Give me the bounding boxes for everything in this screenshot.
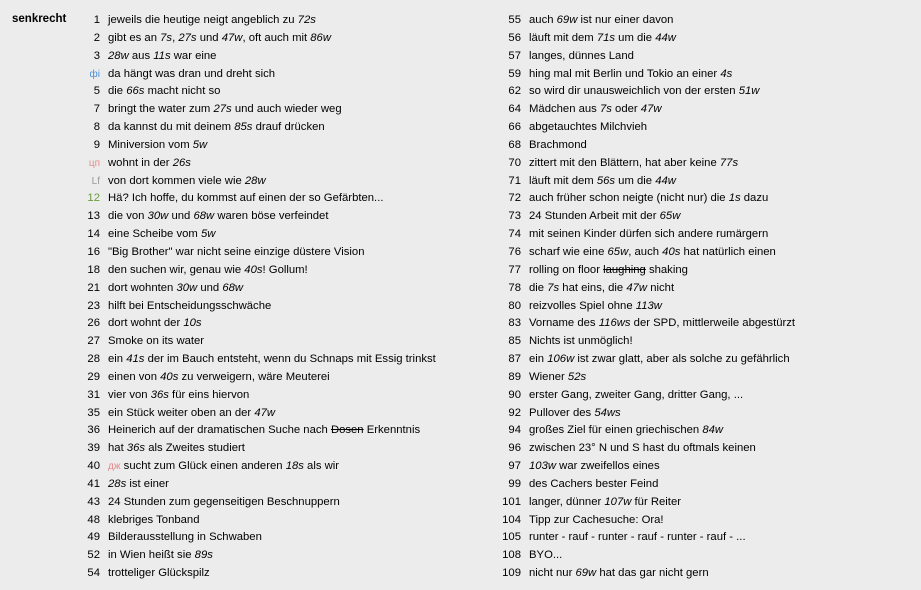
clue-number: 77 — [508, 263, 521, 276]
clue-number: 14 — [87, 228, 100, 241]
clue-row — [76, 387, 496, 405]
clue-text: jeweils die heutige neigt angeblich zu 72s — [108, 14, 316, 26]
clue-number: 55 — [508, 14, 521, 26]
clue-text: ein Stück weiter oben an der 47w — [108, 406, 276, 419]
clue-row — [497, 494, 917, 512]
clue-text: 103w war zweifellos eines — [529, 460, 660, 473]
clue-number: 57 — [508, 49, 521, 62]
clue-row — [497, 547, 917, 565]
clue-number: 21 — [87, 281, 100, 294]
clue-number: 48 — [87, 513, 100, 526]
clue-text: läuft mit dem 71s um die 44w — [529, 31, 676, 44]
clue-text: Pullover des 54ws — [529, 406, 621, 419]
clue-number: Lf — [91, 175, 100, 187]
clue-number: 43 — [87, 495, 100, 508]
clue-number: 78 — [508, 281, 521, 294]
clue-text: erster Gang, zweiter Gang, dritter Gang, ... — [529, 388, 744, 401]
clue-text: дж sucht zum Glück einen anderen 18s als wir — [108, 460, 340, 473]
clue-row — [497, 529, 917, 547]
clue-row — [497, 226, 917, 244]
clue-number: 39 — [87, 442, 100, 455]
clue-number: 5 — [93, 85, 100, 98]
clue-row — [497, 101, 917, 119]
clue-text: 28s ist einer — [108, 477, 169, 490]
clue-number: 41 — [87, 477, 100, 490]
clue-number: 1 — [93, 14, 100, 26]
clue-number: 80 — [508, 299, 521, 312]
clue-row — [497, 83, 917, 101]
clue-row — [76, 529, 496, 547]
clue-text: wohnt in der 26s — [108, 156, 191, 169]
clue-text: in Wien heißt sie 89s — [108, 549, 213, 562]
clue-list-right — [497, 12, 917, 583]
clue-text: den suchen wir, genau wie 40s! Gollum! — [108, 263, 308, 276]
clue-number: 85 — [508, 335, 521, 348]
clue-row — [497, 476, 917, 494]
clue-row — [497, 262, 917, 280]
clue-number: 31 — [87, 388, 100, 401]
clue-number: 12 — [87, 192, 100, 205]
clue-text: auch früher schon neigte (nicht nur) die 1s dazu — [529, 192, 769, 205]
clue-row — [76, 512, 496, 530]
clue-row — [76, 101, 496, 119]
clue-row — [497, 173, 917, 191]
clue-text: hing mal mit Berlin und Tokio an einer 4s — [529, 67, 733, 80]
clue-number: 18 — [87, 263, 100, 276]
clue-row — [497, 208, 917, 226]
clue-number: 27 — [87, 335, 100, 348]
clue-number: 56 — [508, 31, 521, 44]
clue-row — [497, 351, 917, 369]
clue-row — [497, 512, 917, 530]
clue-text: Brachmond — [529, 138, 587, 151]
clue-text: eine Scheibe vom 5w — [108, 228, 216, 241]
clue-row — [497, 66, 917, 84]
clue-row — [497, 190, 917, 208]
clue-text: langer, dünner 107w für Reiter — [529, 495, 681, 508]
clue-row — [76, 83, 496, 101]
clue-row — [497, 440, 917, 458]
clue-text: Hä? Ich hoffe, du kommst auf einen der so Gefärbten... — [108, 192, 384, 205]
clue-text: läuft mit dem 56s um die 44w — [529, 174, 676, 187]
clue-row — [497, 422, 917, 440]
clue-row — [76, 119, 496, 137]
clue-row — [497, 280, 917, 298]
clue-row — [76, 565, 496, 583]
clue-text: 24 Stunden zum gegenseitigen Beschnuppern — [108, 495, 340, 508]
clue-row — [76, 351, 496, 369]
clue-number: 73 — [508, 210, 521, 223]
clue-number: 13 — [87, 210, 100, 223]
clue-row — [76, 30, 496, 48]
clue-text: BYO... — [529, 549, 563, 562]
clue-number: 66 — [508, 121, 521, 134]
clue-number: 62 — [508, 85, 521, 98]
clue-text: hilft bei Entscheidungsschwäche — [108, 299, 272, 312]
clue-row — [497, 565, 917, 583]
clue-row — [497, 315, 917, 333]
clue-number: 7 — [93, 103, 100, 116]
clue-row — [76, 155, 496, 173]
clue-row — [497, 298, 917, 316]
clue-row — [76, 494, 496, 512]
clue-number: 94 — [508, 424, 521, 437]
clue-number: фі — [89, 68, 100, 80]
clue-number: 40 — [87, 460, 100, 473]
clue-row — [497, 119, 917, 137]
clue-row — [497, 155, 917, 173]
clue-text: rolling on floor laughing shaking — [529, 263, 688, 276]
clue-row — [497, 369, 917, 387]
clue-text: runter - rauf - runter - rauf - runter - rauf - ... — [529, 531, 746, 544]
clue-number: 36 — [87, 424, 100, 437]
clue-text: "Big Brother" war nicht seine einzige düstere Vision — [108, 245, 365, 258]
clue-row — [76, 12, 496, 30]
clue-row — [497, 458, 917, 476]
clue-row — [76, 422, 496, 440]
clue-number: 59 — [508, 67, 521, 80]
clue-number: 9 — [93, 138, 100, 151]
clue-number: 99 — [508, 477, 521, 490]
clue-number: 74 — [508, 228, 521, 241]
clue-text: zwischen 23° N und S hast du oftmals keinen — [529, 442, 756, 455]
clue-text: Mädchen aus 7s oder 47w — [529, 103, 662, 116]
clue-number: 70 — [508, 156, 521, 169]
clue-text: einen von 40s zu verweigern, wäre Meuterei — [108, 370, 330, 383]
clue-row — [497, 333, 917, 351]
clue-text: klebriges Tonband — [108, 513, 200, 526]
clue-number: 96 — [508, 442, 521, 455]
clue-number: 71 — [508, 174, 521, 187]
clue-row — [497, 30, 917, 48]
clue-text: mit seinen Kinder dürfen sich andere rumärgern — [529, 228, 769, 241]
clue-text: auch 69w ist nur einer davon — [529, 14, 674, 26]
clue-text: langes, dünnes Land — [529, 49, 634, 62]
clue-number: 8 — [93, 121, 100, 134]
clue-row — [76, 547, 496, 565]
section-heading: senkrecht — [12, 13, 67, 25]
clue-text: dort wohnten 30w und 68w — [108, 281, 244, 294]
clue-row — [76, 440, 496, 458]
clue-text: Heinerich auf der dramatischen Suche nach Dosen Erkenntnis — [108, 424, 421, 437]
clue-number: 105 — [502, 531, 521, 544]
clue-row — [497, 244, 917, 262]
clue-number: 92 — [508, 406, 521, 419]
clue-number: 97 — [508, 460, 521, 473]
clue-text: 24 Stunden Arbeit mit der 65w — [529, 210, 681, 223]
clue-text: Nichts ist unmöglich! — [529, 335, 633, 348]
clue-text: dort wohnt der 10s — [108, 317, 202, 330]
clue-text: vier von 36s für eins hiervon — [108, 388, 250, 401]
clue-number: 68 — [508, 138, 521, 151]
clue-number: 64 — [508, 103, 521, 116]
clue-text: die 66s macht nicht so — [108, 85, 221, 98]
clue-row — [76, 137, 496, 155]
clue-row — [497, 387, 917, 405]
clue-number: 16 — [87, 245, 100, 258]
clue-text: trotteliger Glückspilz — [108, 567, 210, 580]
clue-number: 54 — [87, 567, 100, 580]
clue-row — [76, 48, 496, 66]
clue-text: 28w aus 11s war eine — [108, 49, 217, 62]
clue-text: ein 41s der im Bauch entsteht, wenn du Schnaps mit Essig trinkst — [108, 353, 436, 366]
clue-row — [76, 190, 496, 208]
clue-number: 89 — [508, 370, 521, 383]
clue-number: 52 — [87, 549, 100, 562]
clue-row — [76, 173, 496, 191]
clue-text: Tipp zur Cachesuche: Ora! — [529, 513, 664, 526]
clue-number: 72 — [508, 192, 521, 205]
clue-text: scharf wie eine 65w, auch 40s hat natürlich einen — [529, 245, 776, 258]
clue-number: 35 — [87, 406, 100, 419]
clue-text: zittert mit den Blättern, hat aber keine 77s — [529, 156, 739, 169]
clue-row — [76, 405, 496, 423]
clue-number: 23 — [87, 299, 100, 312]
clue-number: 104 — [502, 513, 521, 526]
clue-number: 76 — [508, 245, 521, 258]
clue-number: 109 — [502, 567, 521, 580]
clue-row — [76, 66, 496, 84]
clue-text: da kannst du mit deinem 85s drauf drücken — [108, 121, 325, 134]
clue-number: 28 — [87, 353, 100, 366]
clue-text: des Cachers bester Feind — [529, 477, 659, 490]
clue-text: nicht nur 69w hat das gar nicht gern — [529, 567, 709, 580]
clue-row — [76, 226, 496, 244]
clue-text: Wiener 52s — [529, 370, 587, 383]
clue-text: großes Ziel für einen griechischen 84w — [529, 424, 724, 437]
clue-row — [76, 476, 496, 494]
clue-row — [76, 280, 496, 298]
clue-text: ein 106w ist zwar glatt, aber als solche zu gefährlich — [529, 353, 790, 366]
clue-number: 87 — [508, 353, 521, 366]
clue-number: 108 — [502, 549, 521, 562]
clue-text: von dort kommen viele wie 28w — [108, 174, 266, 187]
clue-text: die von 30w und 68w waren böse verfeindet — [108, 210, 329, 223]
clue-row — [76, 298, 496, 316]
clue-row — [497, 405, 917, 423]
clue-row — [497, 48, 917, 66]
clue-row — [76, 315, 496, 333]
clue-number: 90 — [508, 388, 521, 401]
clue-number: 26 — [87, 317, 100, 330]
clue-text: da hängt was dran und dreht sich — [108, 67, 276, 80]
clue-row — [76, 369, 496, 387]
clue-row — [76, 458, 496, 476]
clue-text: so wird dir unausweichlich von der ersten 51w — [529, 85, 760, 98]
clue-number: 2 — [93, 31, 100, 44]
clue-row — [76, 333, 496, 351]
clue-text: hat 36s als Zweites studiert — [108, 442, 245, 455]
clue-text: Bilderausstellung in Schwaben — [108, 531, 262, 544]
clue-row — [76, 208, 496, 226]
clue-text: reizvolles Spiel ohne 113w — [529, 299, 662, 312]
clue-number: 29 — [87, 370, 100, 383]
clue-number: 83 — [508, 317, 521, 330]
clue-text: bringt the water zum 27s und auch wieder weg — [108, 103, 342, 116]
clue-text: gibt es an 7s, 27s und 47w, oft auch mit 86w — [108, 31, 331, 44]
clue-text: Miniversion vom 5w — [108, 138, 208, 151]
clue-text: abgetauchtes Milchvieh — [529, 121, 648, 134]
clue-text: die 7s hat eins, die 47w nicht — [529, 281, 675, 294]
clue-text: Vorname des 116ws der SPD, mittlerweile abgestürzt — [529, 317, 796, 330]
clue-row — [497, 137, 917, 155]
clue-row — [76, 262, 496, 280]
clue-number: 3 — [93, 49, 100, 62]
clue-row — [497, 12, 917, 30]
clue-row — [76, 244, 496, 262]
clue-number: 49 — [87, 531, 100, 544]
clue-text: Smoke on its water — [108, 335, 205, 348]
clue-number: цп — [88, 157, 100, 169]
clue-number: 101 — [502, 495, 521, 508]
clue-list-left — [76, 12, 496, 583]
